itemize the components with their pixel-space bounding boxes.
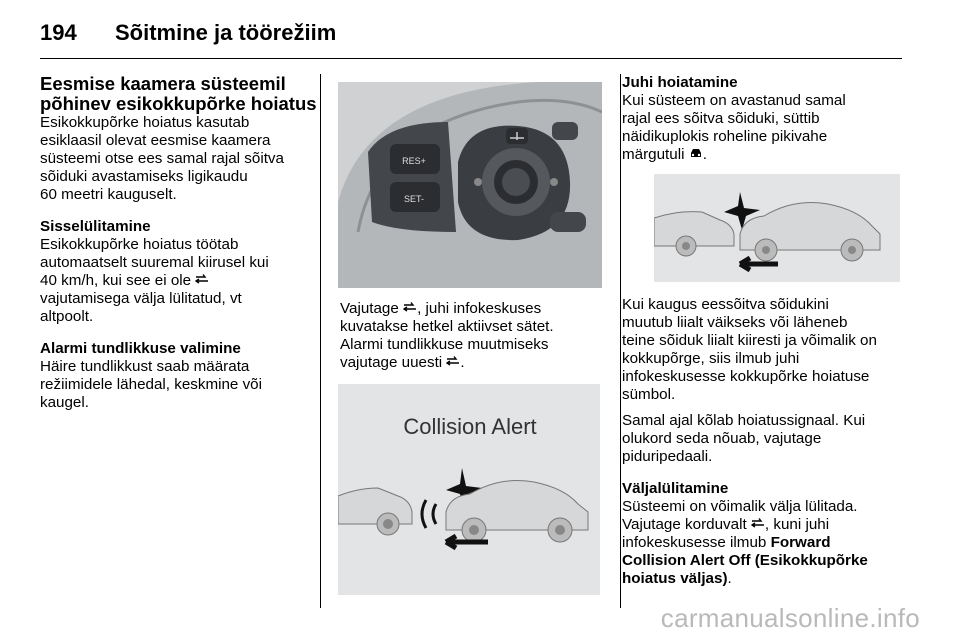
page-title: Sõitmine ja töörežiim bbox=[115, 20, 337, 45]
intro-paragraph: Esikokkupõrke hoiatus kasutab esiklaasil olevat eesmise kaamera süsteemi otse ees samal rajal sõitva sõiduki avastamiseks ligikaudu 60 meetri kauguselt. bbox=[40, 114, 284, 203]
page-number: 194 bbox=[40, 20, 77, 45]
collision-alert-button-icon bbox=[751, 516, 765, 534]
press-button-paragraph: Vajutage , juhi infokeskuses kuvatakse hetkel aktiivset sätet. Alarmi tundlikkuse muutmiseks vajutage uuesti . bbox=[340, 300, 554, 371]
column-divider-1 bbox=[320, 74, 321, 608]
signal-paragraph: Samal ajal kõlab hoiatussignaal. Kui olukord seda nõuab, vajutage piduripedaali. bbox=[622, 412, 866, 465]
distance-paragraph: Kui kaugus eessõitva sõidukini muutub liialt väikseks või läheneb teine sõiduk liialt kiiresti ja võimalik on kokkupõrge, siis ilmub juhi infokeskusesse kokkupõrke hoiatuse sümbol. bbox=[622, 296, 877, 403]
collision-alert-button-icon bbox=[446, 354, 460, 372]
res-label: RES+ bbox=[402, 156, 426, 166]
subheading-driver-warning: Juhi hoiatamine bbox=[622, 74, 738, 91]
vehicle-ahead-icon bbox=[689, 146, 703, 164]
collision-alert-title: Collision Alert bbox=[403, 414, 537, 439]
set-label: SET- bbox=[403, 194, 425, 204]
column-right bbox=[622, 74, 904, 164]
collision-alert-display-image bbox=[338, 384, 600, 595]
column-right-lower bbox=[622, 296, 904, 588]
subheading-sensitivity: Alarmi tundlikkuse valimine bbox=[40, 340, 241, 357]
subheading-switch-off: Väljalülitamine bbox=[622, 480, 729, 497]
collision-alert-button-icon bbox=[403, 300, 417, 318]
section-heading: Eesmise kaamera süsteemil põhinev esikokkupõrke hoiatus bbox=[40, 73, 317, 114]
page-header bbox=[40, 20, 900, 50]
driver-warning-paragraph: Kui süsteem on avastanud samal rajal ees sõitva sõiduki, süttib näidikuplokis roheline pikivahe märgutuli . bbox=[622, 92, 846, 163]
column-divider-2 bbox=[620, 74, 621, 608]
switch-on-paragraph: Esikokkupõrke hoiatus töötab automaatselt suuremal kiirusel kui 40 km/h, kui see ei ole vajutamisega välja lülitatud, vt altpoolt. bbox=[40, 236, 269, 325]
watermark: carmanualsonline.info bbox=[660, 603, 920, 633]
collision-alert-button-icon bbox=[195, 272, 209, 290]
subheading-switch-on: Sisselülitamine bbox=[40, 218, 151, 235]
steering-wheel-controls-image bbox=[338, 82, 602, 288]
sensitivity-paragraph: Häire tundlikkust saab määrata režiimidele lähedal, keskmine või kaugel. bbox=[40, 358, 263, 411]
following-distance-image bbox=[654, 174, 900, 282]
header-rule bbox=[40, 58, 902, 59]
column-middle-text bbox=[340, 300, 602, 372]
column-left bbox=[40, 73, 317, 412]
switch-off-paragraph: Süsteemi on võimalik välja lülitada. Vajutage korduvalt , kuni juhi infokeskusesse ilmub Forward Collision Alert Off (Esikokkupõrke hoiatus väljas). bbox=[622, 498, 868, 587]
